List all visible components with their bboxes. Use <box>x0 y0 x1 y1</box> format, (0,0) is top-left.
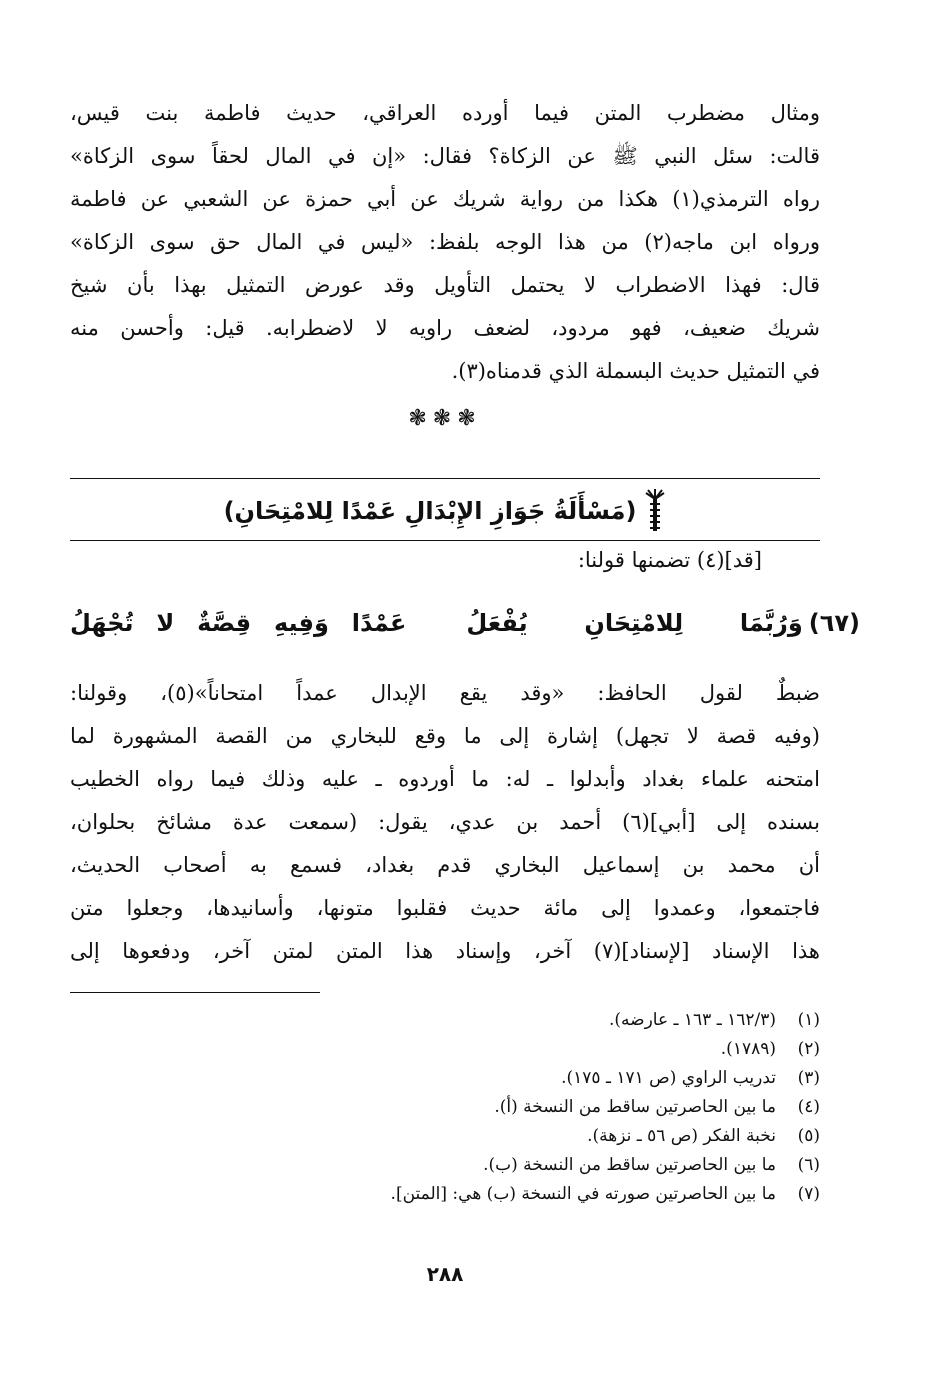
footnote-number: (٧) <box>797 1184 820 1204</box>
text-line: أن محمد بن إسماعيل البخاري قدم بغداد، فسمع به أصحاب الحديث، <box>70 853 820 877</box>
footnote-text: تدريب الراوي (ص ١٧١ ـ ١٧٥). <box>561 1068 776 1088</box>
verse-intro: [قد](٤) تضمنها قولنا: <box>577 548 762 572</box>
text-line: ورواه ابن ماجه(٢) من هذا الوجه بلفظ: «ليس في المال حق سوى الزكاة» <box>70 230 820 254</box>
section-separator-stars: ❃❃❃ <box>408 406 482 431</box>
text-line: في التمثيل حديث البسملة الذي قدمناه(٣). <box>451 359 820 383</box>
verse-first-hemistich: وَرُبَّمَا لِلامْتِحَانِ يُفْعَلُ <box>466 609 803 637</box>
heading-top-rule <box>70 478 820 479</box>
heading-bottom-rule <box>70 540 820 541</box>
footnote <box>70 1122 820 1151</box>
footnote-text: (١٦٢/٣ ـ ١٦٣ ـ عارضه). <box>608 1010 776 1030</box>
verse-number: (٦٧) <box>808 609 860 637</box>
footnote <box>70 1180 820 1209</box>
palm-ornament-icon <box>644 489 666 533</box>
footnote-number: (٣) <box>797 1068 820 1088</box>
text-line: (وفيه قصة لا تجهل) إشارة إلى ما وقع للبخاري من القصة المشهورة لما <box>70 724 820 748</box>
page-number: ٢٨٨ <box>426 1262 464 1286</box>
footnote <box>70 1035 820 1064</box>
section-heading <box>70 488 820 534</box>
text-line: هذا الإسناد [لإسناد](٧) آخر، وإسناد هذا المتن لمتن آخر، ودفعوها إلى <box>70 939 820 963</box>
text-line: رواه الترمذي(١) هكذا من رواية شريك عن أبي حمزة عن الشعبي عن فاطمة <box>70 187 820 211</box>
text-line: ومثال مضطرب المتن فيما أورده العراقي، حديث فاطمة بنت قيس، <box>70 101 820 125</box>
footnote-number: (٥) <box>797 1126 820 1146</box>
footnote-text: ما بين الحاصرتين ساقط من النسخة (أ). <box>494 1097 776 1117</box>
footnote-number: (١) <box>797 1010 820 1030</box>
text-line: شريك ضعيف، فهو مردود، لضعف راويه لا لاضطرابه. قيل: وأحسن منه <box>70 316 820 340</box>
footnote-text: نخبة الفكر (ص ٥٦ ـ نزهة). <box>587 1126 776 1146</box>
footnote-text: ما بين الحاصرتين ساقط من النسخة (ب). <box>483 1155 776 1175</box>
poem-verse <box>70 600 860 646</box>
footnote-text: (١٧٨٩). <box>720 1039 776 1059</box>
text-line: قال: فهذا الاضطراب لا يحتمل التأويل وقد عورض التمثيل بهذا بأن شيخ <box>70 273 820 297</box>
paragraph-mudtarib-example <box>70 92 820 393</box>
text-line: فاجتمعوا، وعمدوا إلى مائة حديث فقلبوا متونها، وأسانيدها، وجعلوا متن <box>70 896 820 920</box>
footnote-number: (٤) <box>797 1097 820 1117</box>
text-line: ضبطٌ لقول الحافظ: «وقد يقع الإبدال عمداً امتحاناً»(٥)، وقولنا: <box>70 681 820 705</box>
footnotes <box>70 1006 820 1209</box>
section-heading-text: (مَسْأَلَةُ جَوَازِ الإِبْدَالِ عَمْدًا لِلامْتِحَانِ) <box>223 497 637 525</box>
footnote-text: ما بين الحاصرتين صورته في النسخة (ب) هي: [المتن]. <box>390 1184 776 1204</box>
footnote <box>70 1093 820 1122</box>
footnote <box>70 1151 820 1180</box>
footnote-number: (٢) <box>797 1039 820 1059</box>
footnote-divider <box>70 992 320 993</box>
text-line: قالت: سئل النبي ﷺ عن الزكاة؟ فقال: «إن في المال لحقاً سوى الزكاة» <box>70 144 820 168</box>
footnote <box>70 1006 820 1035</box>
verse-second-hemistich: عَمْدًا وَفِيهِ قِصَّةٌ لا تُجْهَلُ <box>69 609 407 637</box>
text-line: بسنده إلى [أبي](٦) أحمد بن عدي، يقول: (سمعت عدة مشائخ بحلوان، <box>70 810 820 834</box>
paragraph-commentary <box>70 672 820 973</box>
book-page <box>69 92 860 1312</box>
text-line: امتحنه علماء بغداد وأبدلوا ـ له: ما أوردوه ـ عليه وذلك فيما رواه الخطيب <box>70 767 820 791</box>
footnote <box>70 1064 820 1093</box>
footnote-number: (٦) <box>797 1155 820 1175</box>
